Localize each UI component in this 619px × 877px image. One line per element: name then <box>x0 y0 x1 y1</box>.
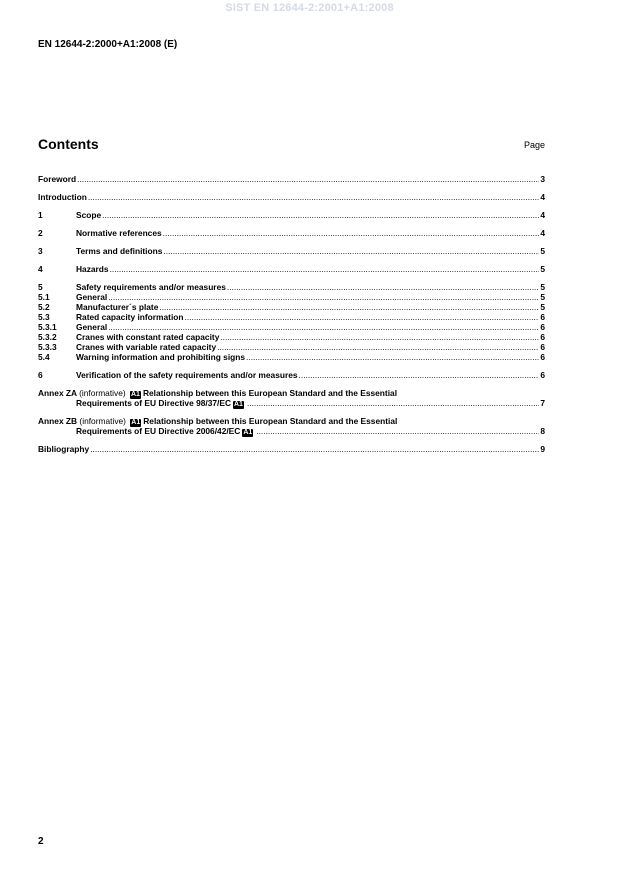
toc-entry-page: 4 <box>540 210 545 220</box>
toc-entry-page: 6 <box>540 312 545 322</box>
table-of-contents <box>38 174 545 454</box>
page-number: 2 <box>38 836 44 847</box>
annex-title-line <box>38 388 545 398</box>
toc-entry-number: 5 <box>38 282 43 292</box>
annex-title-line <box>38 416 545 426</box>
toc-leader-dots <box>110 264 540 274</box>
toc-entry-title: Cranes with variable rated capacity <box>76 342 217 352</box>
toc-entry-page: 6 <box>540 322 545 332</box>
toc-entry-title: Bibliography <box>38 444 90 454</box>
toc-entry[interactable] <box>38 246 545 256</box>
toc-entry-title: Manufacturer´s plate <box>76 302 159 312</box>
toc-entry[interactable] <box>38 352 545 362</box>
amendment-start-marker-icon: A1 <box>131 419 141 426</box>
toc-entry-title: Introduction <box>38 192 87 202</box>
page-column-heading: Page <box>523 140 545 150</box>
toc-leader-dots <box>185 312 540 322</box>
toc-leader-dots <box>159 302 539 312</box>
annex-qualifier: (informative) <box>79 416 126 426</box>
toc-entry[interactable] <box>38 282 545 292</box>
watermark: SIST EN 12644-2:2001+A1:2008 <box>225 2 394 14</box>
toc-leader-dots <box>90 444 539 454</box>
toc-entry[interactable] <box>38 342 545 352</box>
toc-entry-page: 6 <box>540 332 545 342</box>
toc-entry-number: 5.3.3 <box>38 342 57 352</box>
toc-leader-dots <box>247 398 539 408</box>
toc-entry-number: 1 <box>38 210 43 220</box>
toc-leader-dots <box>220 332 539 342</box>
annex-title: Relationship between this European Standard and the Essential <box>143 416 398 426</box>
toc-entry[interactable] <box>38 322 545 332</box>
toc-entry-page: 5 <box>540 302 545 312</box>
toc-entry[interactable] <box>38 332 545 342</box>
toc-entry-page: 5 <box>540 246 545 256</box>
toc-entry-number: 2 <box>38 228 43 238</box>
toc-entry-title: Cranes with constant rated capacity <box>76 332 220 342</box>
toc-entry-number: 6 <box>38 370 43 380</box>
toc-entry-bibliography[interactable] <box>38 444 545 454</box>
toc-entry-title: Warning information and prohibiting signs <box>76 352 246 362</box>
document-id: EN 12644-2:2000+A1:2008 (E) <box>38 39 178 50</box>
toc-leader-dots <box>77 174 539 184</box>
toc-leader-dots <box>108 292 539 302</box>
toc-entry[interactable] <box>38 210 545 220</box>
toc-entry-title: Normative references <box>76 228 162 238</box>
toc-entry-title: Terms and definitions <box>76 246 163 256</box>
annex-title-cont: Requirements of EU Directive 98/37/EC <box>76 398 231 408</box>
toc-leader-dots <box>163 246 539 256</box>
toc-entry-number: 5.2 <box>38 302 50 312</box>
toc-entry-number: 5.4 <box>38 352 50 362</box>
toc-entry-title: Rated capacity information <box>76 312 184 322</box>
toc-entry-annex-za[interactable] <box>38 388 545 408</box>
annex-title-continuation <box>38 426 545 436</box>
toc-entry-number: 4 <box>38 264 43 274</box>
toc-entry-title: General <box>76 322 108 332</box>
toc-entry-page: 6 <box>540 342 545 352</box>
toc-entry-page: 3 <box>540 174 545 184</box>
toc-entry-title: General <box>76 292 108 302</box>
annex-title-continuation <box>38 398 545 408</box>
toc-leader-dots <box>102 210 539 220</box>
toc-leader-dots <box>88 192 539 202</box>
toc-entry[interactable] <box>38 302 545 312</box>
toc-entry-number: 5.3 <box>38 312 50 322</box>
toc-entry-page: 4 <box>540 192 545 202</box>
amendment-start-marker-icon: A1 <box>130 391 140 398</box>
toc-leader-dots <box>246 352 539 362</box>
toc-entry-number: 3 <box>38 246 43 256</box>
toc-entry-title: Verification of the safety requirements and/or measures <box>76 370 298 380</box>
toc-entry[interactable] <box>38 292 545 302</box>
toc-entry-page: 4 <box>540 228 545 238</box>
annex-label: Annex ZA <box>38 388 77 398</box>
toc-entry-page: 6 <box>540 370 545 380</box>
contents-title: Contents <box>38 136 99 152</box>
annex-title: Relationship between this European Standard and the Essential <box>142 388 398 398</box>
toc-entry-page: 9 <box>540 444 545 454</box>
toc-entry[interactable] <box>38 370 545 380</box>
toc-entry-page: 5 <box>540 282 545 292</box>
toc-entry-annex-zb[interactable] <box>38 416 545 436</box>
toc-leader-dots <box>256 426 539 436</box>
toc-entry-title: Safety requirements and/or measures <box>76 282 226 292</box>
toc-entry-page: 7 <box>540 398 545 408</box>
amendment-end-marker-icon: A1 <box>234 401 243 408</box>
toc-entry-page: 5 <box>540 264 545 274</box>
toc-entry-number: 5.3.2 <box>38 332 57 342</box>
toc-entry-number: 5.3.1 <box>38 322 57 332</box>
toc-leader-dots <box>217 342 539 352</box>
toc-entry[interactable] <box>38 228 545 238</box>
toc-leader-dots <box>163 228 540 238</box>
toc-leader-dots <box>227 282 539 292</box>
annex-label: Annex ZB <box>38 416 78 426</box>
toc-leader-dots <box>299 370 540 380</box>
toc-entry-title: Foreword <box>38 174 77 184</box>
toc-entry[interactable] <box>38 264 545 274</box>
toc-entry-page: 8 <box>540 426 545 436</box>
toc-entry-title: Hazards <box>76 264 109 274</box>
annex-qualifier: (informative) <box>79 388 126 398</box>
annex-title-cont: Requirements of EU Directive 2006/42/EC <box>76 426 241 436</box>
toc-entry-page: 6 <box>540 352 545 362</box>
toc-entry-page: 5 <box>540 292 545 302</box>
toc-entry-title: Scope <box>76 210 102 220</box>
toc-entry-number: 5.1 <box>38 292 50 302</box>
toc-leader-dots <box>108 322 539 332</box>
amendment-end-marker-icon: A1 <box>243 429 253 436</box>
toc-entry[interactable] <box>38 312 545 322</box>
toc-entry-foreword[interactable] <box>38 174 545 184</box>
toc-entry-introduction[interactable] <box>38 192 545 202</box>
